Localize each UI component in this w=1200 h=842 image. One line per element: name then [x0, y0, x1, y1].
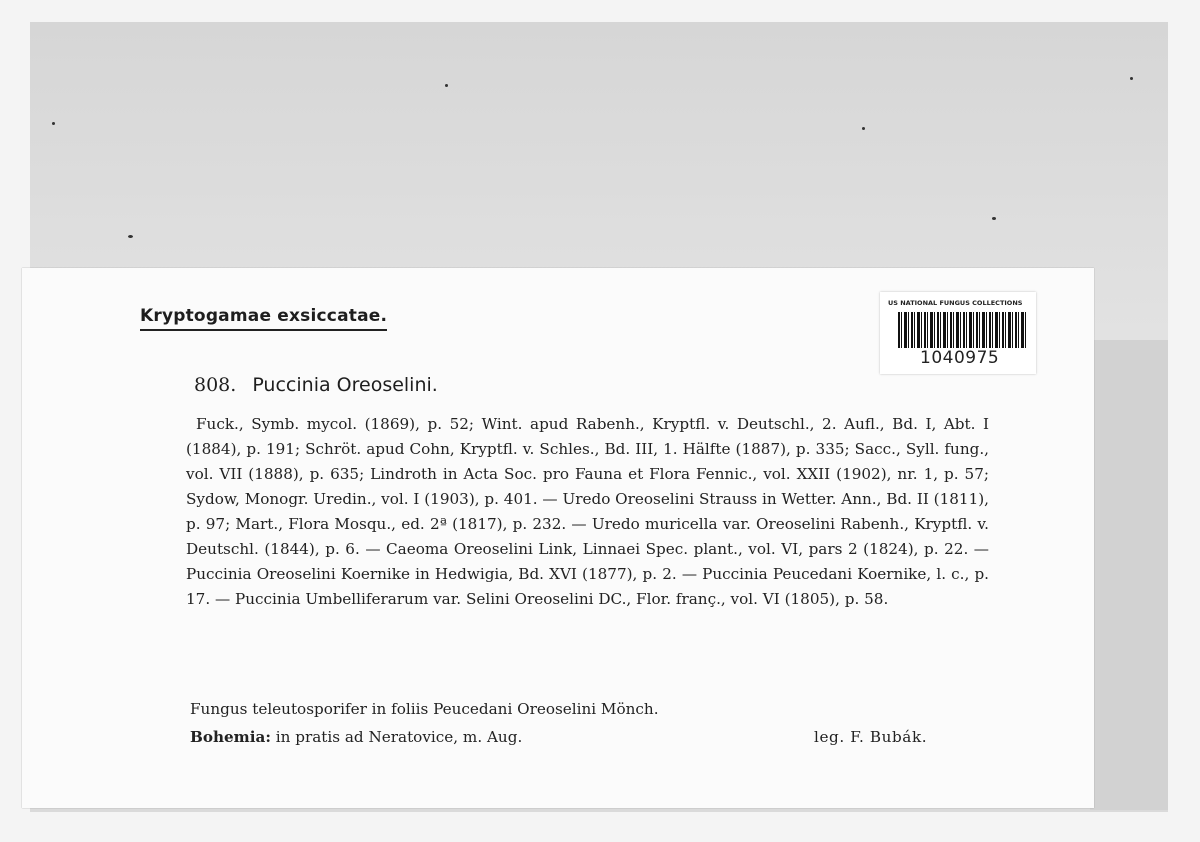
series-title: Kryptogamae exsiccatae.	[140, 306, 387, 331]
speck	[52, 122, 55, 125]
barcode-icon	[898, 312, 1026, 348]
locality-text: in pratis ad Neratovice, m. Aug.	[275, 728, 523, 746]
barcode-label	[880, 292, 1036, 374]
barcode-number: 1040975	[920, 348, 1000, 368]
collector: leg. F. Bubák.	[814, 728, 928, 746]
barcode-institution: US NATIONAL FUNGUS COLLECTIONS	[888, 299, 1023, 307]
references-paragraph: Fuck., Symb. mycol. (1869), p. 52; Wint. apud Rabenh., Kryptfl. v. Deutschl., 2. Aufl., Bd. I, Abt. I (1884), p. 191; Schröt. apud Cohn, Kryptfl. v. Schles., Bd. III, 1. Hälfte (1887), p. 335; Sacc., Syll. fung., vol. VII (1888), p. 635; Lindroth in Acta Soc. pro Fauna et Flora Fennic., vol. XXII (1902), nr. 1, p. 57; Sydow, Monogr. Uredin., vol. I (1903), p. 401. — Uredo Oreoselini Strauss in Wetter. Ann., Bd. II (1811), p. 97; Mart., Flora Mosqu., ed. 2ª (1817), p. 232. — Uredo muricella var. Oreoselini Rabenh., Kryptfl. v. Deutschl. (1844), p. 6. — Caeoma Oreoselini Link, Linnaei Spec. plant., vol. VI, pars 2 (1824), p. 22. — Puccinia Oreoselini Koernike in Hedwigia, Bd. XVI (1877), p. 2. — Puccinia Peucedani Koernike, l. c., p. 17. — Puccinia Umbelliferarum var. Selini Oreoselini DC., Flor. franç., vol. VI (1805), p. 58.	[186, 415, 989, 608]
locality-line	[190, 728, 522, 746]
folder-edge	[1090, 340, 1168, 810]
host-line: Fungus teleutosporifer in foliis Peucedani Oreoselini Mönch.	[190, 700, 659, 718]
specimen-label	[22, 268, 1094, 808]
speck	[1130, 77, 1133, 80]
speck	[128, 235, 133, 238]
specimen-number: 808.	[194, 374, 237, 396]
specimen-title	[194, 374, 438, 396]
speck	[862, 127, 865, 130]
speck	[445, 84, 448, 87]
specimen-name: Puccinia Oreoselini.	[252, 374, 438, 396]
speck	[992, 217, 996, 220]
locality-region: Bohemia:	[190, 728, 271, 746]
